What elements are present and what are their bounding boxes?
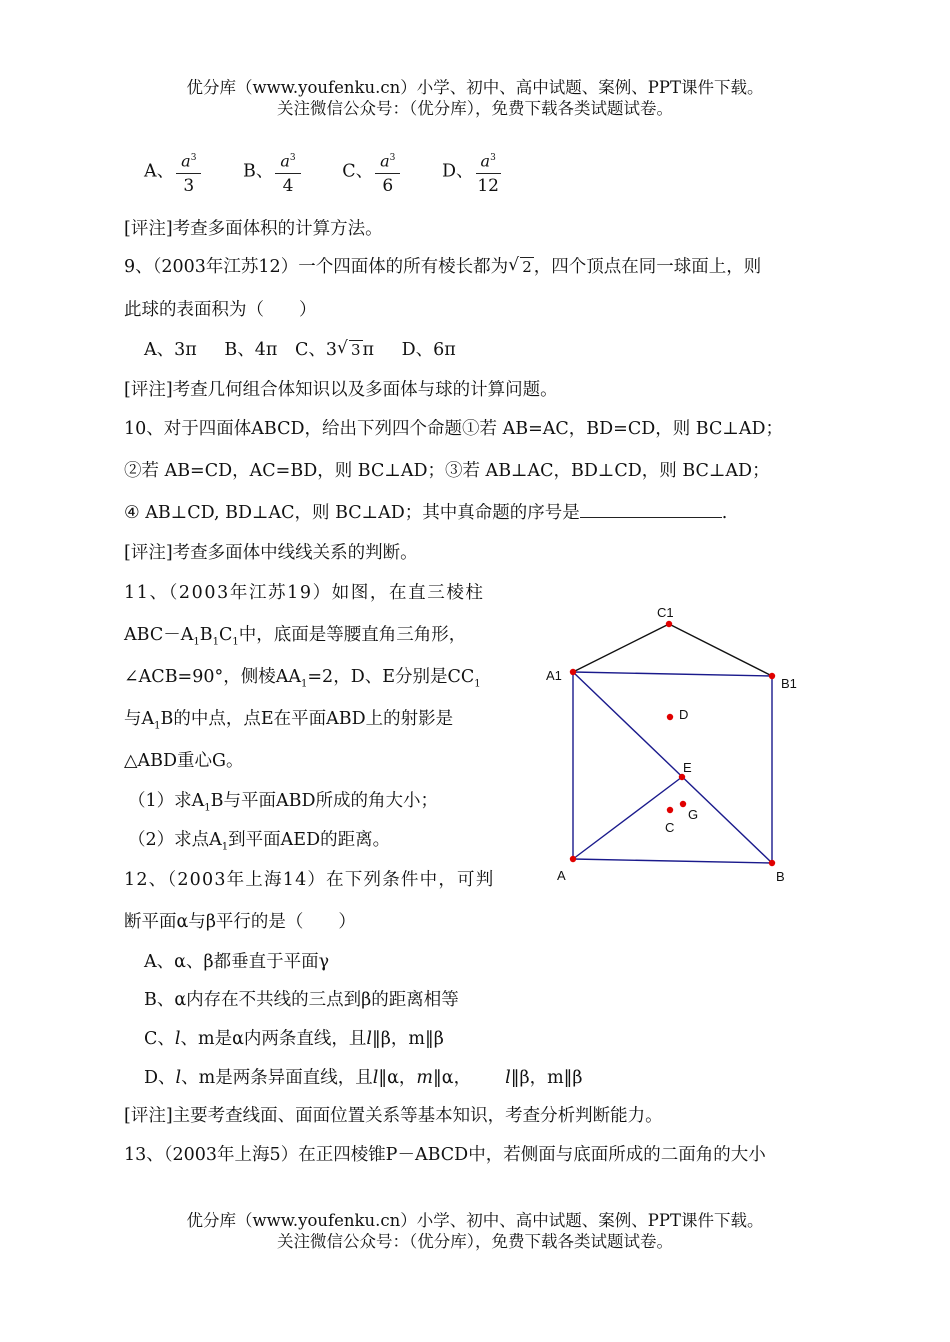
- label-g: G: [688, 807, 699, 822]
- q10-note: [评注]考查多面体中线线关系的判断。: [124, 543, 418, 563]
- italic-var: l: [366, 1029, 373, 1049]
- option-text: π: [362, 340, 375, 360]
- q11-line1: 11、（2003年江苏19）如图，在直三棱柱: [124, 583, 485, 603]
- text: 、m是两条异面直线，且: [181, 1068, 373, 1088]
- denominator: 6: [382, 176, 394, 197]
- text: 到平面AED的距离。: [228, 830, 391, 850]
- sqrt-symbol: [508, 257, 534, 277]
- q12-line1: 12、（2003年上海14）在下列条件中，可判: [124, 870, 495, 890]
- q9-option-b: B、4π: [224, 340, 278, 360]
- footer-line-2: 关注微信公众号：（优分库），免费下载各类试题试卷。: [277, 1232, 673, 1251]
- option-letter: D、: [441, 161, 474, 182]
- q9-stem-text-2: ，四个顶点在同一球面上，则: [533, 257, 762, 277]
- text: =2，D、E分别是CC: [307, 667, 475, 687]
- period: .: [721, 503, 728, 523]
- exponent: 3: [389, 153, 396, 163]
- label-e: E: [683, 760, 692, 775]
- q9-stem-text: 9、（2003年江苏12）一个四面体的所有棱长都为: [124, 257, 509, 277]
- subscript: 1: [193, 636, 200, 648]
- numerator: a: [380, 151, 390, 171]
- q12-option-d: [144, 1064, 583, 1089]
- italic-var: l: [372, 1068, 379, 1088]
- denominator: 3: [183, 176, 195, 197]
- point-d: [667, 714, 673, 720]
- label-a1: A1: [546, 668, 562, 683]
- edge-a1-b1: [573, 672, 772, 676]
- label-b1: B1: [781, 676, 797, 691]
- option-letter: A、: [144, 161, 175, 182]
- q8-options: [144, 148, 503, 196]
- text: ABC－A: [124, 625, 194, 645]
- label-a: A: [557, 868, 566, 883]
- subscript: 1: [474, 678, 481, 690]
- q10-line1: 10、对于四面体ABCD，给出下列四个命题①若 AB=AC，BD=CD，则 BC⊥AD；: [124, 419, 783, 439]
- text: B的中点，点E在平面ABD上的射影是: [160, 709, 454, 729]
- radicand: 2: [522, 258, 532, 276]
- text: ‖β，m‖β: [510, 1068, 583, 1088]
- text: 与A: [124, 709, 155, 729]
- q12-option-a: A、α、β都垂直于平面γ: [144, 952, 330, 972]
- header-line-2: 关注微信公众号：（优分库），免费下载各类试题试卷。: [277, 99, 673, 118]
- point-b: [769, 860, 775, 866]
- q9-option-c: [295, 340, 374, 360]
- label-c: C: [665, 820, 675, 835]
- subscript: 1: [301, 678, 308, 690]
- label-c1: C1: [657, 605, 674, 620]
- sqrt-symbol: [337, 340, 363, 360]
- denominator: 4: [282, 176, 294, 197]
- option-letter: C、: [342, 161, 374, 182]
- text: ‖α，: [378, 1068, 417, 1088]
- option-letter: B、: [243, 161, 274, 182]
- point-b1: [769, 673, 775, 679]
- q9-stem: [124, 253, 761, 278]
- text: C、: [144, 1029, 175, 1049]
- edge-a-e: [573, 777, 682, 859]
- q10-line2: ②若 AB=CD，AC=BD，则 BC⊥AD；③若 AB⊥AC，BD⊥CD，则 BC⊥AD；: [124, 461, 770, 481]
- q12-line2: 断平面α与β平行的是（ ）: [124, 912, 356, 932]
- italic-var: l: [505, 1068, 511, 1088]
- text: 中，底面是等腰直角三角形，: [238, 625, 467, 645]
- exponent: 3: [289, 153, 296, 163]
- point-a1: [570, 669, 576, 675]
- text: （1）求A: [128, 791, 205, 811]
- header-line-1: 优分库（www.youfenku.cn）小学、初中、高中试题、案例、PPT课件下载。: [186, 78, 764, 97]
- q11-line3: [124, 663, 481, 690]
- text: ‖β，m‖β: [372, 1029, 444, 1049]
- italic-var: l: [174, 1029, 181, 1049]
- denominator: 12: [477, 176, 499, 197]
- point-a: [570, 856, 576, 862]
- q8-option-a: [144, 148, 203, 196]
- q13-line1: 13、（2003年上海5）在正四棱锥P－ABCD中，若侧面与底面所成的二面角的大小: [124, 1145, 766, 1165]
- edge-a1-c1: [573, 624, 669, 672]
- subscript: 1: [232, 636, 239, 648]
- point-c: [667, 807, 673, 813]
- edge-c1-b1: [669, 624, 772, 676]
- q12-option-c: [144, 1025, 444, 1050]
- italic-var: m: [416, 1068, 434, 1088]
- q9-stem-line2: 此球的表面积为（ ）: [124, 300, 317, 320]
- exponent: 3: [490, 153, 496, 163]
- edge-a-b: [573, 859, 772, 863]
- q11-line4: [124, 705, 453, 732]
- q11-line2: [124, 621, 466, 648]
- q11-part2: [128, 826, 390, 853]
- exponent: 3: [190, 153, 197, 163]
- option-text: C、3: [294, 340, 337, 360]
- q9-note: [评注]考查几何组合体知识以及多面体与球的计算问题。: [124, 380, 558, 400]
- q8-note: [评注]考查多面体积的计算方法。: [124, 219, 383, 239]
- footer-line-1: 优分库（www.youfenku.cn）小学、初中、高中试题、案例、PPT课件下载。: [186, 1211, 764, 1230]
- text: C: [218, 625, 233, 645]
- q11-line5: △ABD重心G。: [124, 751, 244, 771]
- subscript: 1: [154, 720, 161, 732]
- q9-option-a: A、3π: [144, 340, 197, 360]
- radicand: 3: [350, 341, 361, 359]
- q10-line3: [124, 499, 727, 524]
- text: D、: [144, 1068, 176, 1088]
- italic-var: l: [175, 1068, 182, 1088]
- numerator: a: [480, 151, 491, 171]
- text: ‖α，: [433, 1068, 472, 1088]
- subscript: 1: [212, 636, 219, 648]
- q8-option-d: [442, 148, 503, 196]
- point-c1: [666, 621, 672, 627]
- q12-note: [评注]主要考查线面、面面位置关系等基本知识，考查分析判断能力。: [124, 1106, 663, 1126]
- label-d: D: [679, 707, 689, 722]
- q11-part1: [128, 787, 438, 814]
- q9-options: [144, 336, 456, 361]
- q8-option-b: [243, 148, 303, 196]
- q8-option-c: [342, 148, 402, 196]
- text: B: [199, 625, 213, 645]
- q12-option-b: B、α内存在不共线的三点到β的距离相等: [144, 990, 459, 1010]
- text: ∠ACB=90°，侧棱AA: [124, 667, 302, 687]
- subscript: 1: [221, 841, 229, 853]
- numerator: a: [181, 151, 191, 171]
- point-g: [680, 801, 686, 807]
- text: B与平面ABD所成的角大小；: [210, 791, 439, 811]
- q9-option-d: D、6π: [401, 340, 456, 360]
- label-b: B: [776, 869, 785, 884]
- text: （2）求点A: [128, 830, 222, 850]
- prism-figure: [540, 600, 830, 890]
- subscript: 1: [204, 802, 211, 814]
- q10-line3-text: ④ AB⊥CD, BD⊥AC，则 BC⊥AD；其中真命题的序号是: [124, 503, 580, 523]
- numerator: a: [280, 151, 290, 171]
- text: 、m是α内两条直线，且: [180, 1029, 367, 1049]
- answer-blank[interactable]: [580, 503, 722, 518]
